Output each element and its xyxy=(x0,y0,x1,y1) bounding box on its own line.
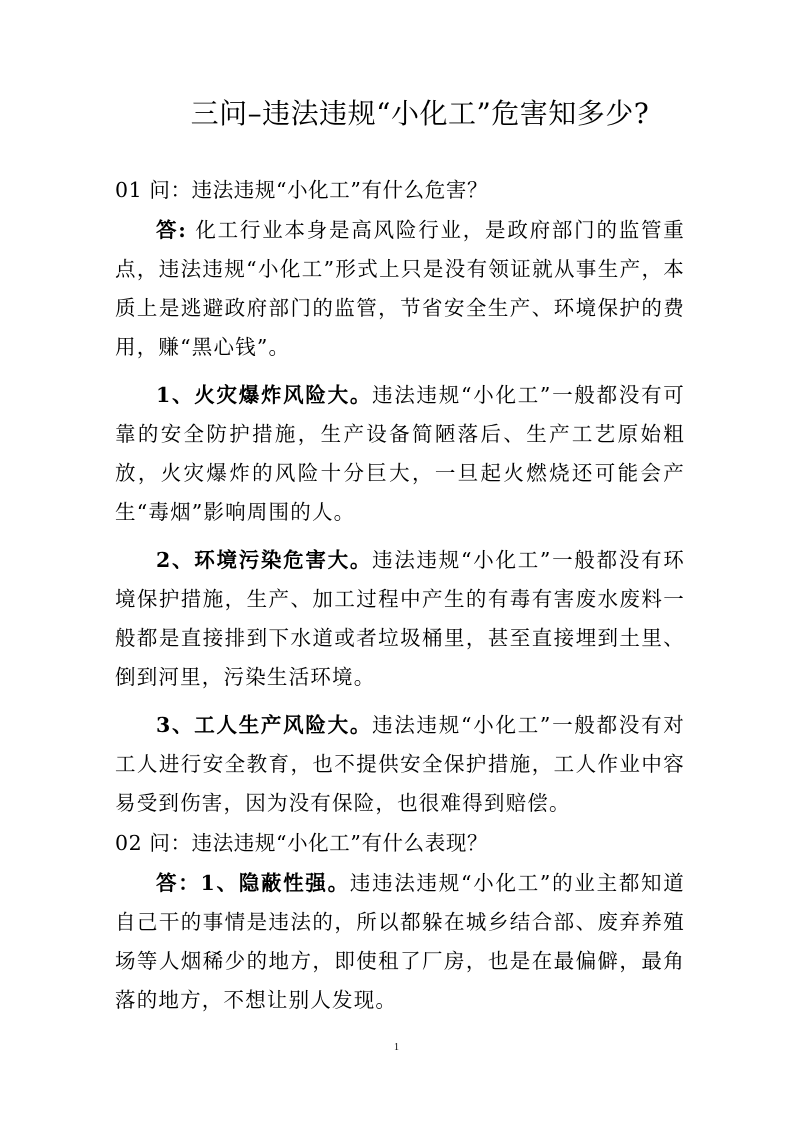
answer-label: 答: xyxy=(156,218,188,242)
point-1-text: 违法违规“小化工”一般都没有可靠的安全防护措施，生产设备简陋落后、生产工艺原始粗放，火灾爆炸的风险十分巨大，一旦起火燃烧还可能会产生“毒烟”影响周围的人。 xyxy=(115,383,686,524)
answer-2-heading: 答：1、隐蔽性强。 xyxy=(156,871,350,895)
point-2-heading: 2、环境污染危害大。 xyxy=(156,548,373,572)
answer-2-text: 违违法违规“小化工”的业主都知道自己干的事情是违法的，所以都躲在城乡结合部、废弃养殖场等人烟稀少的地方，即使租了厂房，也是在最偏僻，最角落的地方，不想让别人发现。 xyxy=(115,871,685,1012)
document-title: 三问–违法违规“小化工”危害知多少? xyxy=(190,97,650,130)
page-number: 1 xyxy=(394,1042,399,1053)
answer-1-paragraph xyxy=(115,211,685,367)
document-body xyxy=(115,171,685,1020)
point-1-paragraph xyxy=(115,376,685,532)
answer-1-intro: 化工行业本身是高风险行业，是政府部门的监管重点，违法违规“小化工”形式上只是没有领证就从事生产，本质上是逃避政府部门的监管，节省安全生产、环境保护的费用，赚“黑心钱”。 xyxy=(115,218,686,359)
point-2-paragraph xyxy=(115,541,685,697)
question-2: 02 问：违法违规“小化工”有什么表现？ xyxy=(115,831,489,855)
question-1: 01 问：违法违规“小化工”有什么危害？ xyxy=(115,178,489,202)
point-3-text: 违法违规“小化工”一般都没有对工人进行安全教育，也不提供安全保护措施，工人作业中容易受到伤害，因为没有保险，也很难得到赔偿。 xyxy=(115,713,686,815)
point-1-heading: 1、火灾爆炸风险大。 xyxy=(156,383,373,407)
point-3-heading: 3、工人生产风险大。 xyxy=(156,713,373,737)
point-2-text: 违法违规“小化工”一般都没有环境保护措施，生产、加工过程中产生的有毒有害废水废料一般都是直接排到下水道或者垃圾桶里，甚至直接埋到土里、倒到河里，污染生活环境。 xyxy=(115,548,686,689)
answer-2-paragraph xyxy=(115,864,685,1020)
point-3-paragraph xyxy=(115,706,685,823)
